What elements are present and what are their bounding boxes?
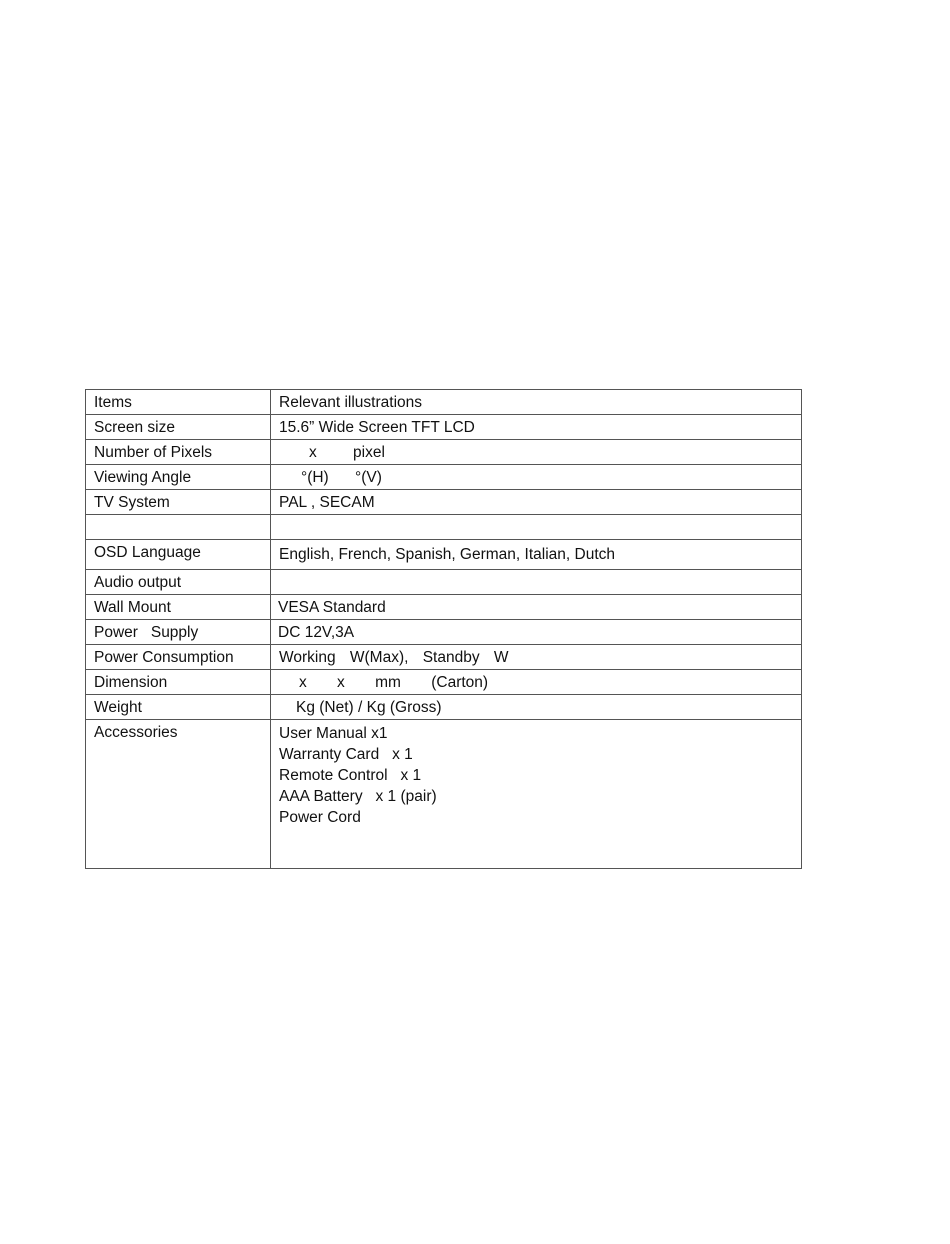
row-label: Screen size xyxy=(86,415,271,440)
specifications-table xyxy=(85,389,802,869)
accessory-item: Power Cord xyxy=(279,809,361,826)
row-value: PAL , SECAM xyxy=(271,490,802,515)
row-label xyxy=(86,515,271,540)
table-row-number-of-pixels xyxy=(86,440,802,465)
row-label: OSD Language xyxy=(86,540,271,570)
table-row-osd-language xyxy=(86,540,802,570)
row-value xyxy=(271,515,802,540)
table-header-row xyxy=(86,390,802,415)
accessory-item: Warranty Card x 1 xyxy=(279,746,413,763)
table-row-viewing-angle xyxy=(86,465,802,490)
row-label: TV System xyxy=(86,490,271,515)
table-row-power-supply xyxy=(86,620,802,645)
row-label: Audio output xyxy=(86,570,271,595)
table-row-audio-output xyxy=(86,570,802,595)
row-label: Viewing Angle xyxy=(86,465,271,490)
row-value: x pixel xyxy=(271,440,802,465)
row-label: Accessories xyxy=(86,720,271,869)
table-row-wall-mount xyxy=(86,595,802,620)
row-label: Power Consumption xyxy=(86,645,271,670)
table-row-empty xyxy=(86,515,802,540)
table-row-dimension xyxy=(86,670,802,695)
accessory-item: User Manual x1 xyxy=(279,725,388,742)
row-value xyxy=(271,570,802,595)
header-items: Items xyxy=(86,390,271,415)
table-row-weight xyxy=(86,695,802,720)
row-value: °(H) °(V) xyxy=(271,465,802,490)
row-label: Power Supply xyxy=(86,620,271,645)
accessories-list xyxy=(271,720,802,869)
table-row-screen-size xyxy=(86,415,802,440)
header-relevant-illustrations: Relevant illustrations xyxy=(271,390,802,415)
accessory-item: Remote Control x 1 xyxy=(279,767,422,784)
row-label: Wall Mount xyxy=(86,595,271,620)
row-value: 15.6” Wide Screen TFT LCD xyxy=(271,415,802,440)
row-value: Working W(Max), Standby W xyxy=(271,645,802,670)
row-value: VESA Standard xyxy=(271,595,802,620)
table-row-power-consumption xyxy=(86,645,802,670)
row-label: Dimension xyxy=(86,670,271,695)
row-value: x x mm (Carton) xyxy=(271,670,802,695)
row-value: Kg (Net) / Kg (Gross) xyxy=(271,695,802,720)
row-value: English, French, Spanish, German, Italian, Dutch xyxy=(271,540,802,570)
row-value: DC 12V,3A xyxy=(271,620,802,645)
row-label: Number of Pixels xyxy=(86,440,271,465)
table-row-accessories xyxy=(86,720,802,869)
accessory-item: AAA Battery x 1 (pair) xyxy=(279,788,437,805)
table-row-tv-system xyxy=(86,490,802,515)
row-label: Weight xyxy=(86,695,271,720)
